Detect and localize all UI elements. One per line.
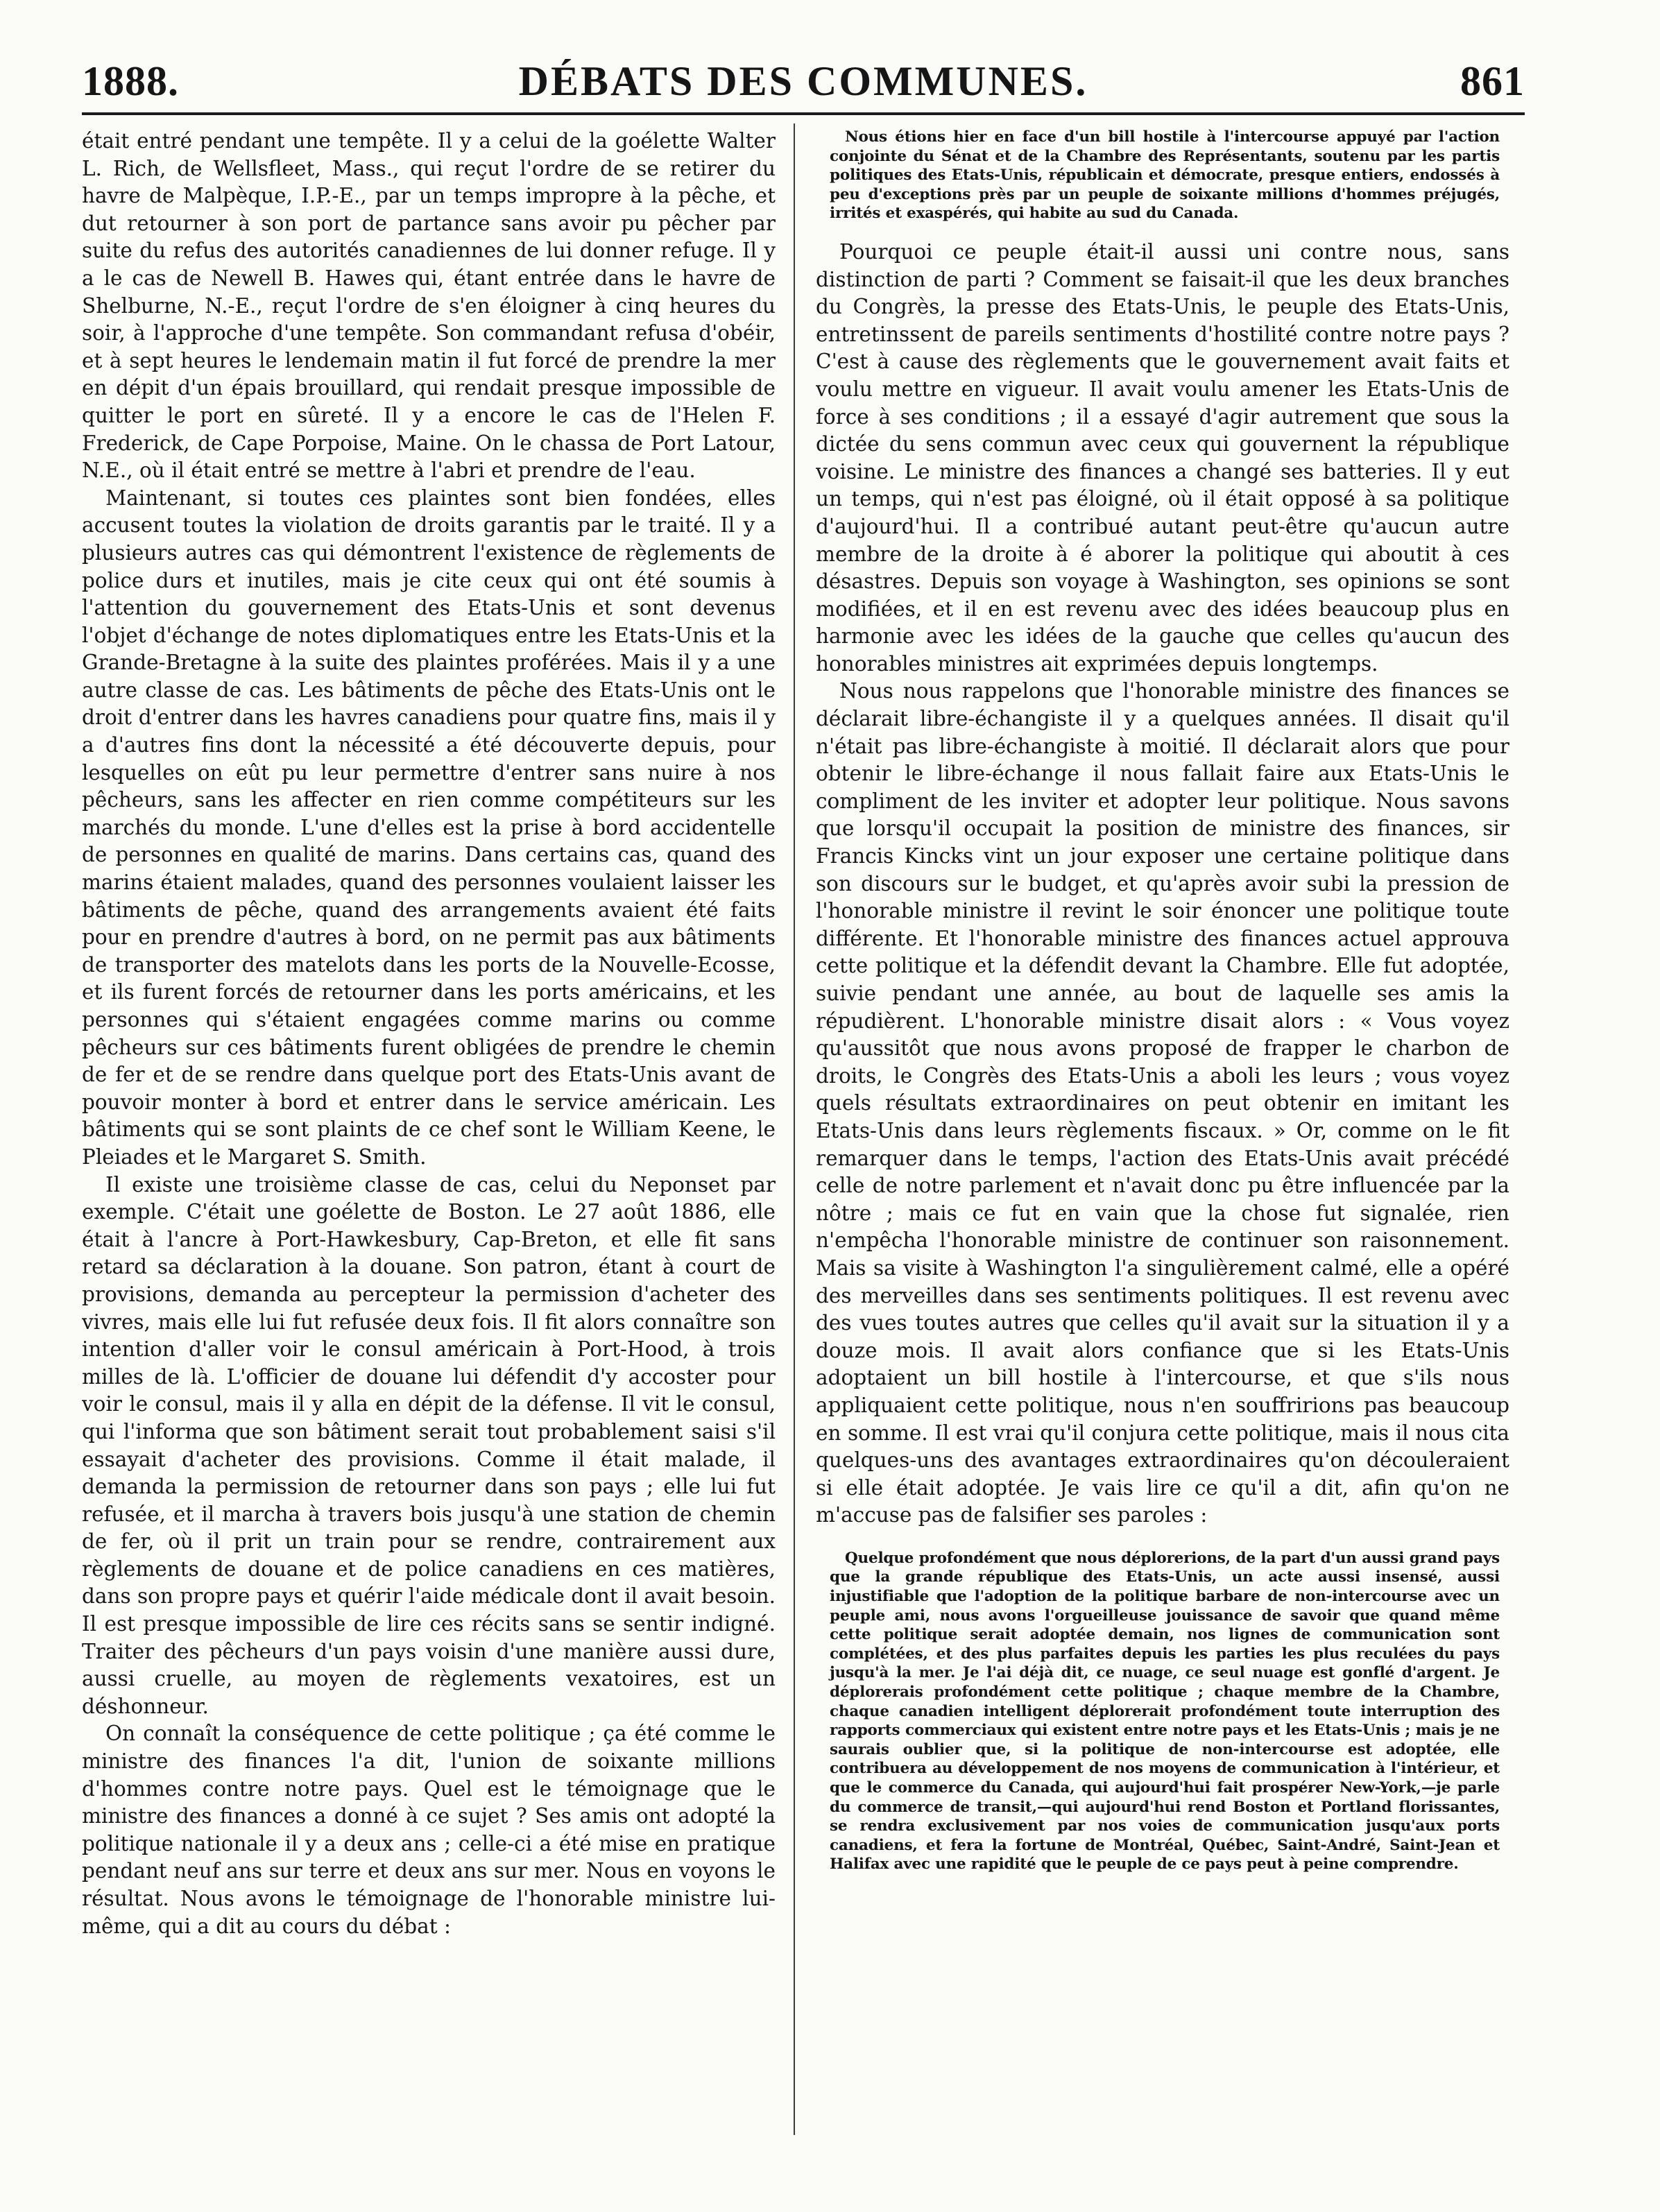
header-year: 1888. — [82, 58, 179, 104]
left-paragraph-1: était entré pendant une tempête. Il y a celui de la goélette Walter L. Rich, de Wellsfleet, Mass., qui reçut l'ordre de se retirer du havre de Malpèque, I.P.-E., par un temps impropre à la pêche, et dut retourner à son port de partance sans avoir pu pêcher par suite du refus des autorités canadiennes de lui donner refuge. Il y a le cas de Newell B. Hawes qui, étant entrée dans le havre de Shelburne, N.-E., reçut l'ordre de s'en éloigner à cinq heures du soir, à l'approche d'une tempête. Son commandant refusa d'obéir, et à sept heures le lendemain matin il fut forcé de prendre la mer en dépit d'un épais brouillard, qui rendait presque impossible de quitter le port en sûreté. Il y a encore le cas de l'Helen F. Frederick, de Cape Porpoise, Maine. On le chassa de Port Latour, N.E., où il était entré se mettre à l'abri et prendre de l'eau. — [82, 129, 776, 483]
left-paragraph-3: Il existe une troisième classe de cas, celui du Neponset par exemple. C'était une goélette de Boston. Le 27 août 1886, elle était à l'ancre à Port-Hawkesbury, Cap-Breton, et elle fit sans retard sa déclaration à la douane. Son patron, étant à court de provisions, demanda au percepteur la permission d'acheter des vivres, mais elle lui fut refusée deux fois. Il fit alors connaître son intention d'aller voir le consul américain à Port-Hood, à trois milles de là. L'officier de douane lui défendit d'y accoster pour voir le consul, mais il y alla en dépit de la défense. Il vit le consul, qui l'informa que son bâtiment serait tout probablement saisi s'il essayait d'acheter des provisions. Comme il était malade, il demanda la permission de retourner dans son pays ; elle lui fut refusée, et il marcha à travers bois jusqu'à une station de chemin de fer, où il prit un train pour se rendre, contrairement aux règlements de douane et de police canadiens en ces matières, dans son propre pays et quérir l'aide médicale dont il avait besoin. Il est presque impossible de lire ces récits sans se sentir indigné. Traiter des pêcheurs d'un pays voisin d'une manière aussi dure, aussi cruelle, au moyen de règlements vexatoires, est un déshonneur. — [82, 1172, 776, 1718]
quote-block-1: Nous étions hier en face d'un bill hostile à l'intercourse appuyé par l'action conjointe du Sénat et de la Chambre des Représentants, soutenu par les partis politiques des Etats-Unis, républicain et démocrate, presque entiers, endossés à peu d'exceptions près par un peuple de soixante millions d'hommes préjugés, irrités et exaspérés, qui habite au sud du Canada. — [830, 128, 1500, 223]
column-divider — [794, 123, 795, 2135]
header-page-number: 861 — [1460, 58, 1525, 104]
right-column — [816, 128, 1509, 2181]
left-column — [82, 128, 776, 2181]
right-paragraph-1: Pourquoi ce peuple était-il aussi uni contre nous, sans distinction de parti ? Comment se faisait-il que les deux branches du Congrès, la presse des Etats-Unis, le peuple des Etats-Unis, entretinssent de pareils sentiments d'hostilité contre notre pays ? C'est à cause des règlements que le gouvernement avait faits et voulu mettre en vigueur. Il avait voulu amener les Etats-Unis de force à ses conditions ; il a essayé d'agir autrement que sous la dictée du sens commun avec ceux qui gouvernent la république voisine. Le ministre des finances a changé ses batteries. Il y eut un temps, qui n'est pas éloigné, où il était opposé à sa politique d'aujourd'hui. Il a contribué autant peut-être qu'aucun autre membre de la droite à é aborer la politique qui aboutit à ces désastres. Depuis son voyage à Washington, ses opinions se sont modifiées, et il en est revenu avec des idées beaucoup plus en harmonie avec les idées de la gauche que celles qu'aucun des honorables ministres ait exprimées depuis longtemps. — [816, 239, 1509, 676]
right-paragraph-2: Nous nous rappelons que l'honorable ministre des finances se déclarait libre-échangiste il y a quelques années. Il disait qu'il n'était pas libre-échangiste à moitié. Il déclarait alors que pour obtenir le libre-échange il nous fallait faire aux Etats-Unis le compliment de les inviter et adopter leur politique. Nous savons que lorsqu'il occupait la position de ministre des finances, sir Francis Kincks vint un jour exposer une certaine politique dans son discours sur le budget, et qu'après avoir subi la pression de l'honorable ministre il revint le soir énoncer une politique toute différente. Et l'honorable ministre des finances actuel approuva cette politique et la défendit devant la Chambre. Elle fut adoptée, suivie pendant une année, au bout de laquelle ses amis la répudièrent. L'honorable ministre disait alors : « Vous voyez qu'aussitôt que nous avons proposé de frapper le charbon de droits, le Congrès des Etats-Unis a aboli les leurs ; vous voyez quels résultats extraordinaires on peut obtenir en imitant les Etats-Unis dans leurs règlements fiscaux. » Or, comme on le fit remarquer dans le temps, l'action des Etats-Unis avait précédé celle de notre parlement et n'avait donc pu être influencée par la nôtre ; mais ce fut en vain que la chose fut signalée, rien n'empêcha l'honorable ministre de continuer son raisonnement. Mais sa visite à Washington l'a singulièrement calmé, elle a opéré des merveilles dans ses sentiments politiques. Il est revenu avec des vues toutes autres que celles qu'il avait sur la situation il y a douze mois. Il avait alors confiance que si les Etats-Unis adoptaient un bill hostile à l'intercourse, et que s'ils nous appliquaient cette politique, nous n'en souffririons pas beaucoup en somme. Il est vrai qu'il conjura cette politique, mais il nous cita quelques-uns des avantages extraordinaires qu'on découleraient si elle était adoptée. Je vais lire ce qu'il a dit, afin qu'on ne m'accuse pas de falsifier ses paroles : — [816, 679, 1509, 1527]
header-rule — [82, 112, 1525, 115]
page — [82, 51, 1525, 2188]
quote-block-2: Quelque profondément que nous déplorerions, de la part d'un aussi grand pays que la grande république des Etats-Unis, un acte aussi insensé, aussi injustifiable que l'adoption de la politique barbare de non-intercourse avec un peuple ami, nous avons l'orgueilleuse jouissance de savoir que quand même cette politique serait adoptée demain, nos lignes de communication sont complétées, et des plus parfaites depuis les parties les plus reculées du pays jusqu'à la mer. Je l'ai déjà dit, ce nuage, ce seul nuage est gonflé d'argent. Je déplorerais profondément cette politique ; chaque membre de la Chambre, chaque canadien intelligent déplorerait profondément toute interruption des rapports commerciaux qui existent entre notre pays et les Etats-Unis ; mais je ne saurais oublier que, si la politique de non-intercourse est adoptée, elle contribuera au développement de nos moyens de communication à l'intérieur, et que le commerce du Canada, qui aujourd'hui fait prospérer New-York,—je parle du commerce de transit,—qui aujourd'hui rend Boston et Portland florissantes, se rendra exclusivement par nos voies de communication jusqu'aux ports canadiens, et fera la fortune de Montréal, Québec, Saint-André, Saint-Jean et Halifax avec une rapidité que le peuple de ce pays peut à peine comprendre. — [830, 1549, 1500, 1874]
left-paragraph-4: On connaît la conséquence de cette politique ; ça été comme le ministre des finances l'a dit, l'union de soixante millions d'hommes contre notre pays. Quel est le témoignage que le ministre des finances a donné à ce sujet ? Ses amis ont adopté la politique nationale il y a deux ans ; celle-ci a été mise en pratique pendant neuf ans sur terre et deux ans sur mer. Nous en voyons le résultat. Nous avons le témoignage de l'honorable ministre lui-même, qui a dit au cours du débat : — [82, 1722, 776, 1938]
page-header — [82, 51, 1525, 118]
left-paragraph-2: Maintenant, si toutes ces plaintes sont bien fondées, elles accusent toutes la violation de droits garantis par le traité. Il y a plusieurs autres cas qui démontrent l'existence de règlements de police durs et inutiles, mais je cite ceux qui ont été soumis à l'attention du gouvernement des Etats-Unis et sont devenus l'objet d'échange de notes diplomatiques entre les Etats-Unis et la Grande-Bretagne à la suite des plaintes proférées. Mais il y a une autre classe de cas. Les bâtiments de pêche des Etats-Unis ont le droit d'entrer dans les havres canadiens pour quatre fins, mais il y a d'autres fins dont la nécessité a été découverte depuis, pour lesquelles on eût pu leur permettre d'entrer sans nuire à nos pêcheurs, sans les affecter en rien comme compétiteurs sur les marchés du monde. L'une d'elles est la prise à bord accidentelle de personnes en qualité de marins. Dans certains cas, quand des marins étaient malades, quand des personnes voulaient laisser les bâtiments de pêche, quand des arrangements avaient été faits pour en prendre d'autres à bord, on ne permit pas aux bâtiments de transporter des matelots dans les ports de la Nouvelle-Ecosse, et ils furent forcés de retourner dans les ports américains, et les personnes qui s'étaient engagées comme marins ou comme pêcheurs sur ces bâtiments furent obligées de prendre le chemin de fer et de se rendre dans quelque port des Etats-Unis avant de pouvoir monter à bord et entrer dans le service américain. Les bâtiments qui se sont plaints de ce chef sont le William Keene, le Pleiades et le Margaret S. Smith. — [82, 486, 776, 1169]
header-title: DÉBATS DES COMMUNES. — [518, 58, 1088, 104]
